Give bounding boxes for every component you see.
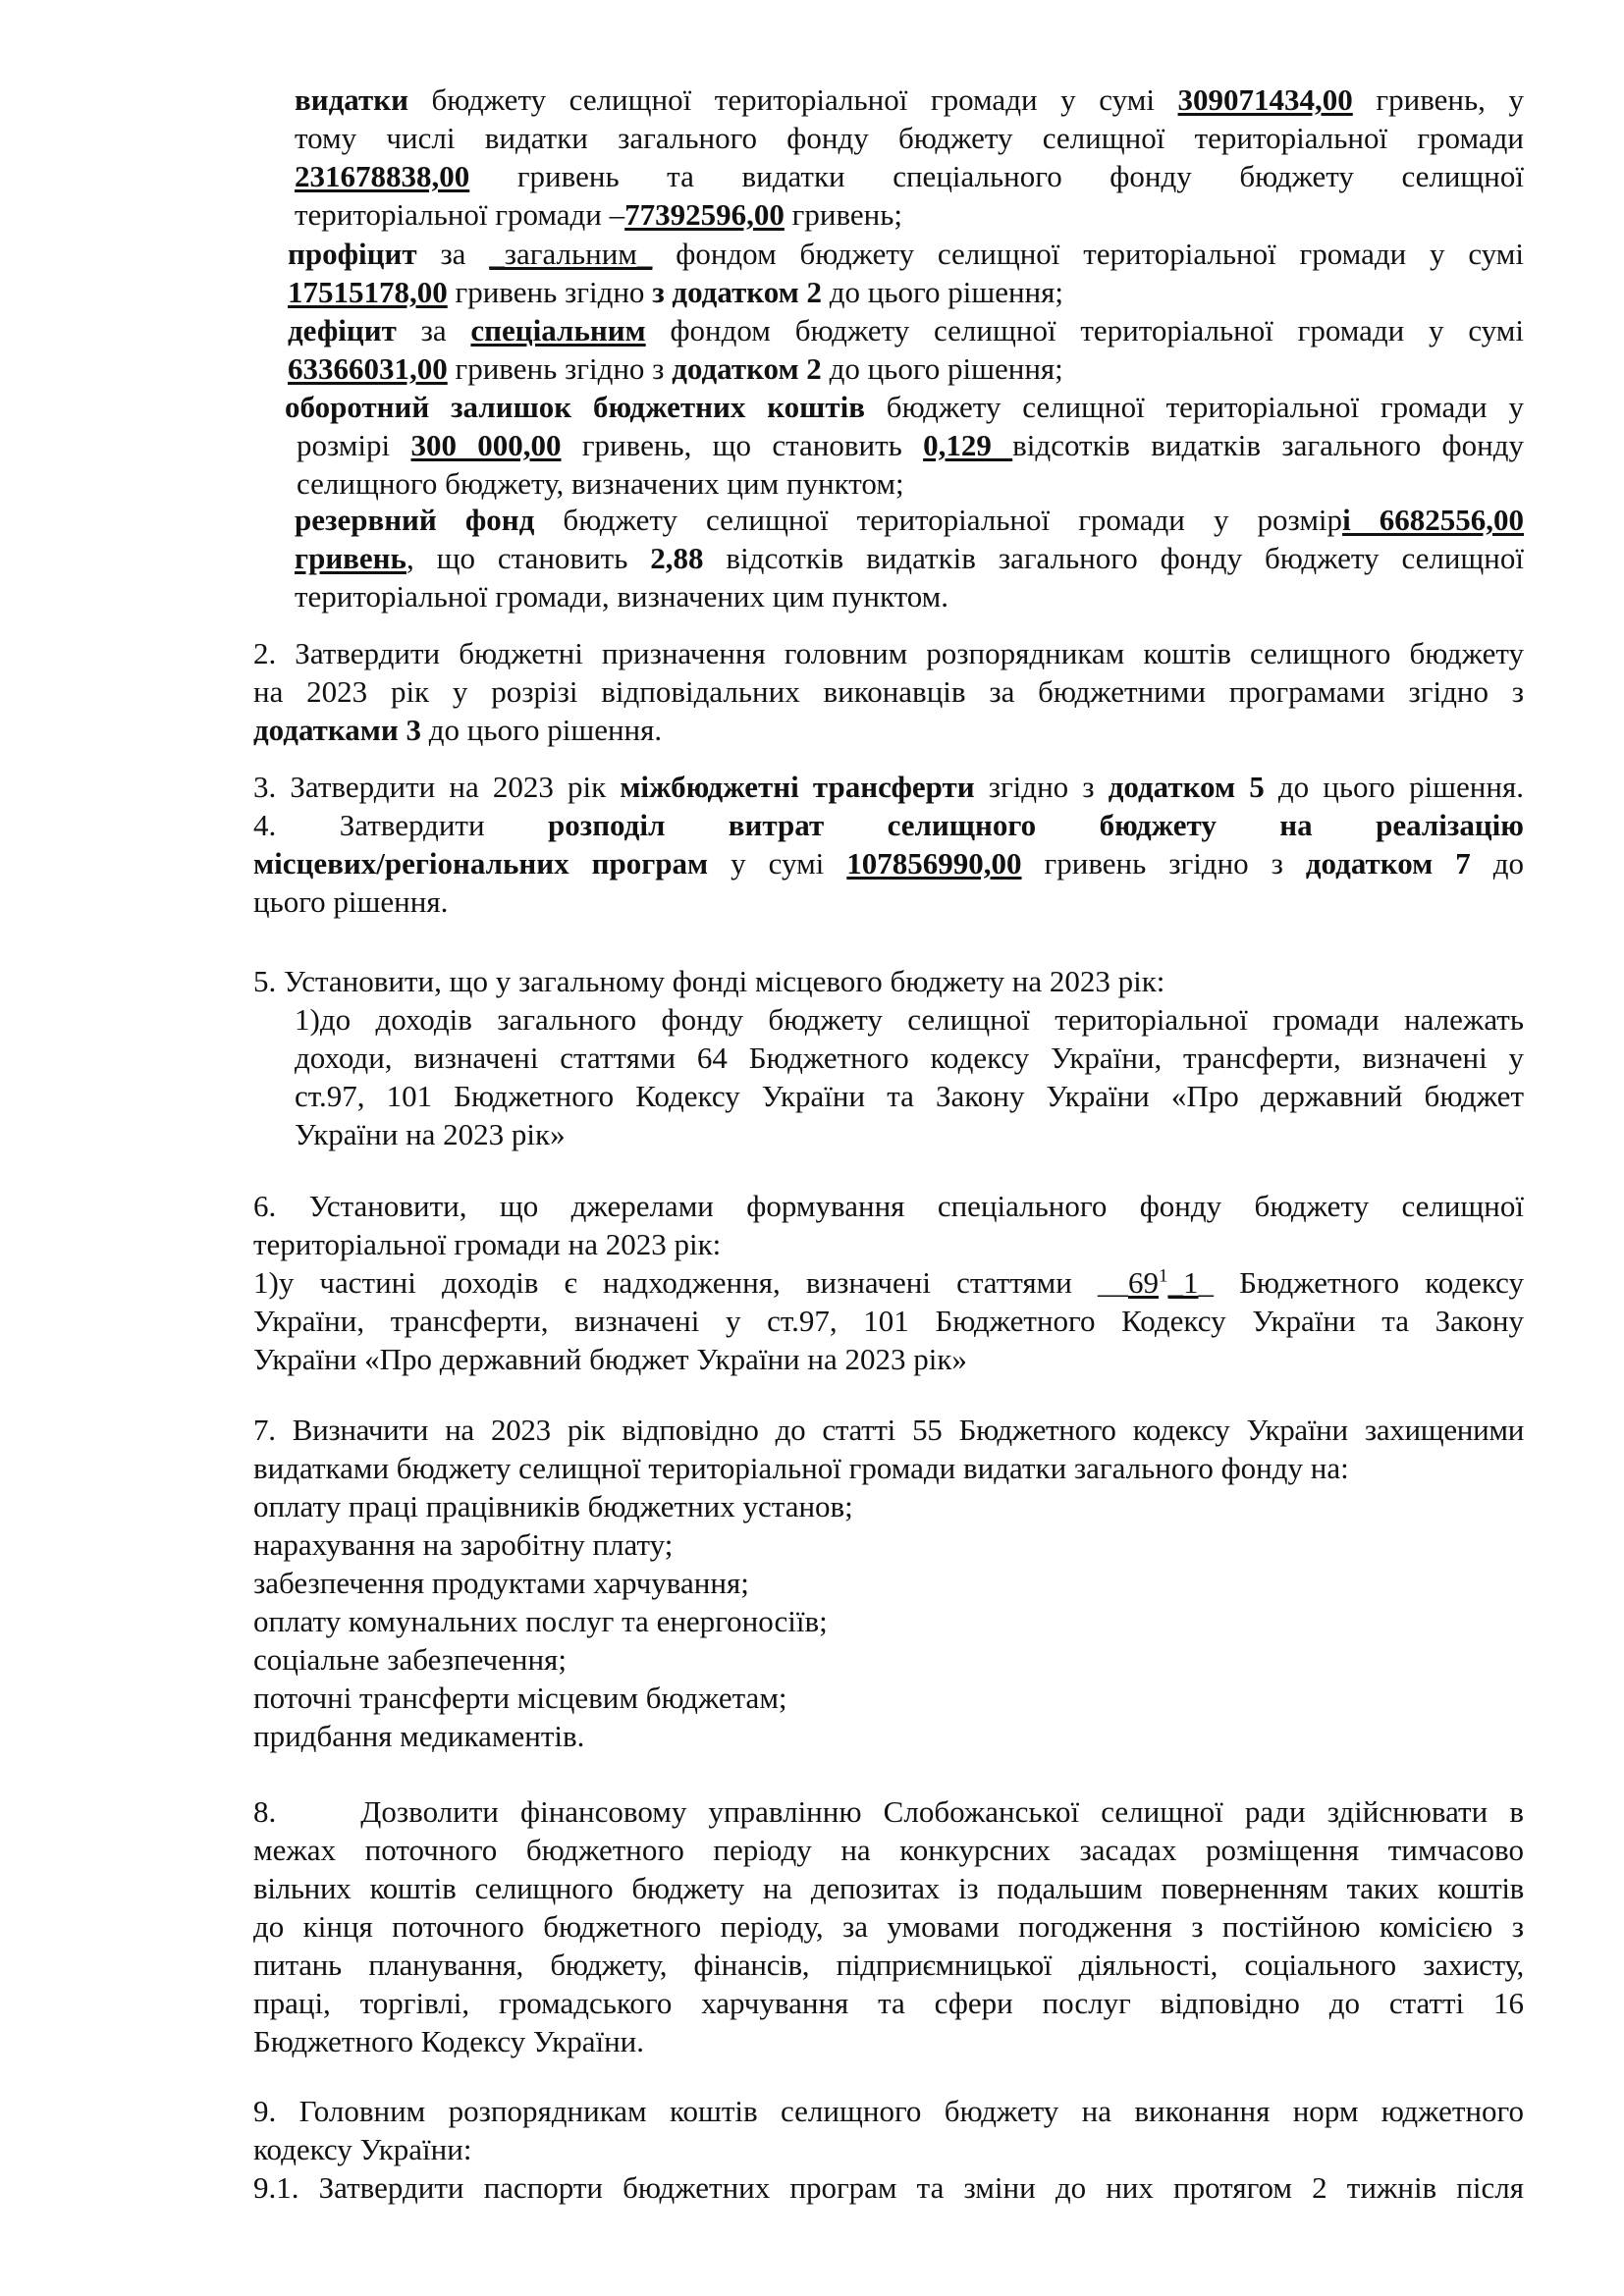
section-6: [253, 1187, 1524, 1378]
section-8: [253, 1792, 1524, 2060]
section-5: [253, 962, 1524, 1000]
section-2: [253, 634, 1524, 749]
reserve-fund-amount: і 6682556,00: [1342, 503, 1524, 537]
list-item: забезпечення продуктами харчування;: [253, 1566, 749, 1600]
text-line: резервний фонд бюджету селищної територіальної громади у розмірі 6682556,00: [295, 503, 1524, 537]
text-line: 17515178,00 гривень згідно з додатком 2 до цього рішення;: [288, 275, 1064, 309]
text-line: тому числі видатки загального фонду бюджету селищної територіальної громади: [295, 121, 1524, 155]
text-line: України на 2023 рік»: [295, 1117, 566, 1151]
text-line: цього рішення.: [253, 884, 449, 919]
text-line: 1)до доходів загального фонду бюджету селищної територіальної громади належать: [295, 1002, 1524, 1037]
text-line: праці, торгівлі, громадського харчування та сфери послуг відповідно до статті 16: [253, 1986, 1524, 2020]
text-line: гривень, що становить 2,88 відсотків видатків загального фонду бюджету селищної: [295, 541, 1524, 575]
text-line: вільних коштів селищного бюджету на депозитах із подальшим поверненням таких коштів: [253, 1871, 1524, 1905]
list-item: оплату праці працівників бюджетних установ;: [253, 1489, 853, 1523]
text-line: кодексу України:: [253, 2132, 472, 2166]
text-line: 2. Затвердити бюджетні призначення головним розпорядникам коштів селищного бюджету: [253, 636, 1524, 670]
special-fund-amount: 77392596,00: [624, 197, 785, 232]
text-line: додатками 3 до цього рішення.: [253, 713, 663, 747]
section-4: [253, 806, 1524, 921]
working-balance-amount: 300 000,00: [410, 428, 562, 462]
text-line: України, трансферти, визначені у ст.97, 101 Бюджетного Кодексу України та Закону: [253, 1304, 1524, 1338]
text-line: Бюджетного Кодексу України.: [253, 2024, 645, 2058]
text-line: доходи, визначені статтями 64 Бюджетного кодексу України, трансферти, визначені у: [295, 1041, 1524, 1075]
text-line: дефіцит за спеціальним фондом бюджету селищної територіальної громади у сумі: [288, 313, 1524, 347]
text-line: 3. Затвердити на 2023 рік міжбюджетні трансферти згідно з додатком 5 до цього рішення.: [253, 770, 1524, 804]
text-line: до кінця поточного бюджетного періоду, за умовами погодження з постійною комісією з: [253, 1909, 1524, 1944]
text-line: на 2023 рік у розрізі відповідальних виконавців за бюджетними програмами згідно з: [253, 674, 1524, 709]
text-line: межах поточного бюджетного періоду на конкурсних засадах розміщення тимчасово: [253, 1833, 1524, 1867]
text-line: профіцит за _загальним_ фондом бюджету селищної територіальної громади у сумі: [288, 237, 1524, 271]
text-line: територіальної громади, визначених цим пунктом.: [295, 579, 949, 614]
list-item: соціальне забезпечення;: [253, 1642, 567, 1677]
text-line: 6. Установити, що джерелами формування спеціального фонду бюджету селищної: [253, 1189, 1524, 1223]
deficit-paragraph: [288, 311, 1524, 388]
general-fund-amount: 231678838,00: [295, 159, 470, 193]
text-line: ст.97, 101 Бюджетного Кодексу України та Закону України «Про державний бюджет: [295, 1079, 1524, 1113]
text-line: 231678838,00 гривень та видатки спеціального фонду бюджету селищної: [295, 159, 1524, 193]
text-line: питань планування, бюджету, фінансів, підприємницької діяльності, соціального захисту,: [253, 1948, 1524, 1982]
section-9: [253, 2092, 1524, 2207]
programs-amount: 107856990,00: [846, 846, 1022, 881]
list-item: оплату комунальних послуг та енергоносіїв;: [253, 1604, 828, 1638]
text-line: селищного бюджету, визначених цим пунктом;: [297, 466, 904, 501]
text-line: розмірі 300 000,00 гривень, що становить 0,129 відсотків видатків загального фонду: [297, 428, 1524, 462]
text-line: 9.1. Затвердити паспорти бюджетних програм та зміни до них протягом 2 тижнів після: [253, 2170, 1524, 2205]
text-line: 4. Затвердити розподіл витрат селищного бюджету на реалізацію: [253, 808, 1524, 842]
list-item: нарахування на заробітну плату;: [253, 1527, 674, 1562]
text-line: 63366031,00 гривень згідно з додатком 2 до цього рішення;: [288, 351, 1063, 386]
text-line: 1)у частині доходів є надходження, визначені статтями $\_\_69^1\_1\_$ Бюджетного кодексу: [253, 1265, 1524, 1300]
text-line: територіальної громади –77392596,00 гривень;: [295, 197, 903, 232]
text-line: 7. Визначити на 2023 рік відповідно до статті 55 Бюджетного кодексу України захищеними: [253, 1413, 1524, 1447]
deficit-amount: 63366031,00: [288, 351, 448, 386]
text-line: місцевих/регіональних програм у сумі 107856990,00 гривень згідно з додатком 7 до: [253, 846, 1524, 881]
section-5-item-1: [295, 1000, 1524, 1153]
section-3: [253, 768, 1524, 806]
list-item: придбання медикаментів.: [253, 1719, 585, 1753]
text-line: оборотний залишок бюджетних коштів бюджету селищної територіальної громади у: [285, 390, 1524, 424]
working-balance-paragraph: [285, 388, 1524, 503]
surplus-amount: 17515178,00: [288, 275, 448, 309]
text-line: 8. Дозволити фінансовому управлінню Слобожанської селищної ради здійснювати в: [253, 1794, 1524, 1829]
text-line: видатками бюджету селищної територіальної громади видатки загального фонду на:: [253, 1451, 1349, 1485]
list-item: поточні трансферти місцевим бюджетам;: [253, 1681, 787, 1715]
text-line: 5. Установити, що у загальному фонді місцевого бюджету на 2023 рік:: [253, 964, 1165, 998]
text-line: видатки бюджету селищної територіальної громади у сумі 309071434,00 гривень, у: [295, 82, 1524, 117]
text-line: територіальної громади на 2023 рік:: [253, 1227, 722, 1261]
total-expenditures-amount: 309071434,00: [1177, 82, 1353, 117]
expenditures-paragraph: [295, 80, 1524, 234]
text-line: 9. Головним розпорядникам коштів селищного бюджету на виконання норм юджетного: [253, 2094, 1524, 2128]
text-line: України «Про державний бюджет України на 2023 рік»: [253, 1342, 967, 1376]
reserve-fund-paragraph: [295, 501, 1524, 615]
section-7: [253, 1411, 1524, 1755]
surplus-paragraph: [288, 235, 1524, 311]
